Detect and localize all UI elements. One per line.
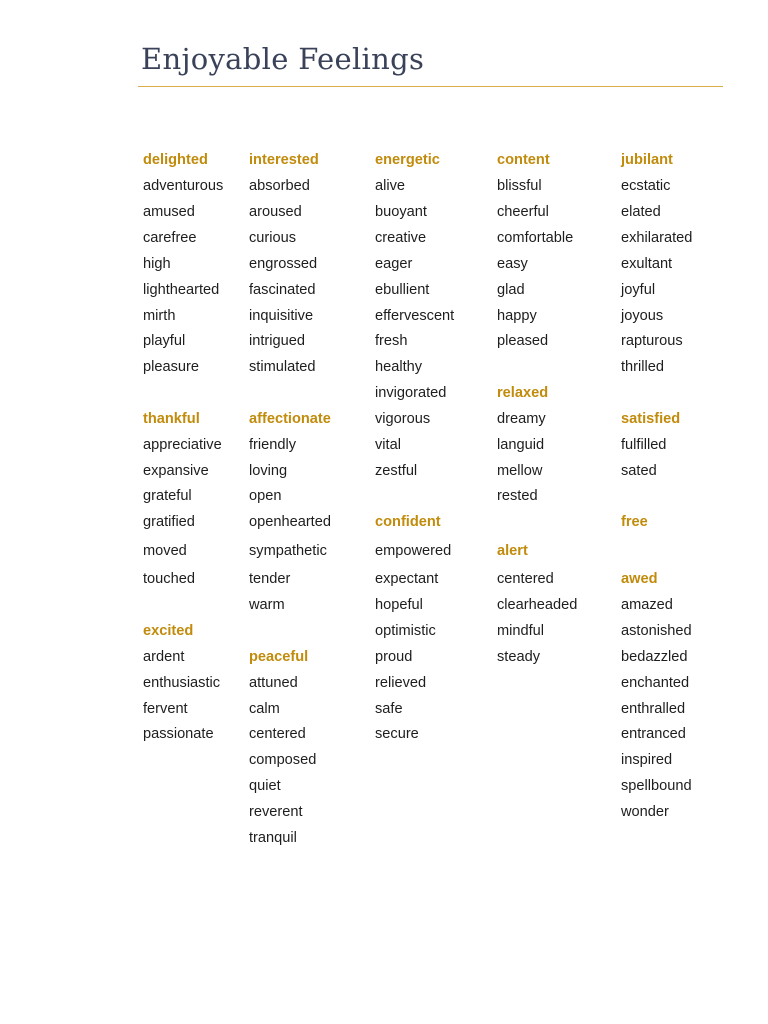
feeling-word: astonished [621,623,692,639]
feeling-word: appreciative [143,437,222,453]
feeling-word: exultant [621,256,673,272]
feeling-word: healthy [375,359,423,375]
feeling-word: rested [497,488,538,504]
feeling-word: optimistic [375,623,436,639]
feeling-word: ebullient [375,282,430,298]
feeling-word: enthralled [621,701,686,717]
category-heading: awed [621,571,658,587]
feeling-word: thrilled [621,359,664,375]
feeling-word: hopeful [375,597,423,613]
feeling-word: glad [497,282,525,298]
feeling-word: blissful [497,178,542,194]
feeling-word: stimulated [249,359,316,375]
feeling-word: inquisitive [249,308,314,324]
feeling-word: wonder [621,804,669,820]
feeling-word: languid [497,437,545,453]
feeling-word: buoyant [375,204,427,220]
feeling-word: vigorous [375,411,431,427]
feeling-word: friendly [249,437,297,453]
feeling-word: steady [497,649,540,665]
feeling-word: safe [375,701,403,717]
feeling-word: tender [249,571,291,587]
feeling-word: fresh [375,333,408,349]
feeling-word: invigorated [375,385,447,401]
feeling-word: spellbound [621,778,692,794]
feeling-word: curious [249,230,297,246]
category-heading: interested [249,152,319,168]
category-heading: content [497,152,550,168]
feeling-word: zestful [375,463,418,479]
feeling-word: tranquil [249,830,297,846]
feeling-word: dreamy [497,411,546,427]
feeling-word: calm [249,701,280,717]
category-heading: satisfied [621,411,681,427]
feeling-word: amused [143,204,195,220]
feeling-word: carefree [143,230,197,246]
feeling-word: alive [375,178,406,194]
title-divider [138,86,723,87]
feeling-word: empowered [375,543,452,559]
feeling-word: ecstatic [621,178,671,194]
feeling-word: pleased [497,333,549,349]
feeling-word: vital [375,437,401,453]
feeling-word: centered [497,571,554,587]
feeling-word: entranced [621,726,686,742]
feeling-word: high [143,256,171,272]
feeling-word: grateful [143,488,192,504]
feeling-word: mindful [497,623,545,639]
feeling-word: touched [143,571,195,587]
feeling-word: sympathetic [249,543,327,559]
feeling-word: attuned [249,675,298,691]
feeling-word: sated [621,463,657,479]
feeling-word: secure [375,726,419,742]
feeling-word: loving [249,463,288,479]
feeling-word: fervent [143,701,188,717]
feeling-word: pleasure [143,359,199,375]
category-heading: jubilant [621,152,673,168]
page-title: Enjoyable Feelings [141,42,425,76]
feeling-word: relieved [375,675,427,691]
category-heading: confident [375,514,441,530]
feeling-word: absorbed [249,178,310,194]
feeling-word: creative [375,230,427,246]
feeling-word: fascinated [249,282,316,298]
feeling-word: joyous [621,308,664,324]
feeling-word: mirth [143,308,176,324]
feeling-word: adventurous [143,178,224,194]
feeling-word: aroused [249,204,302,220]
category-heading: energetic [375,152,440,168]
feeling-word: expectant [375,571,439,587]
feeling-word: passionate [143,726,214,742]
category-heading: excited [143,623,194,639]
feeling-word: proud [375,649,413,665]
category-heading: delighted [143,152,208,168]
feeling-word: moved [143,543,187,559]
feeling-word: openhearted [249,514,331,530]
feeling-word: amazed [621,597,673,613]
feeling-word: warm [249,597,285,613]
feeling-word: cheerful [497,204,549,220]
category-heading: peaceful [249,649,309,665]
feeling-word: ardent [143,649,185,665]
feeling-word: gratified [143,514,195,530]
feeling-word: comfortable [497,230,574,246]
feeling-word: enthusiastic [143,675,221,691]
feeling-word: bedazzled [621,649,688,665]
feeling-word: lighthearted [143,282,220,298]
category-heading: relaxed [497,385,549,401]
feeling-word: eager [375,256,413,272]
feeling-word: clearheaded [497,597,578,613]
feeling-word: quiet [249,778,281,794]
feeling-word: fulfilled [621,437,667,453]
feeling-word: joyful [621,282,656,298]
feeling-word: enchanted [621,675,690,691]
category-heading: alert [497,543,528,559]
feeling-word: composed [249,752,317,768]
feeling-word: centered [249,726,306,742]
feeling-word: expansive [143,463,209,479]
category-heading: affectionate [249,411,331,427]
feeling-word: exhilarated [621,230,693,246]
feeling-word: engrossed [249,256,318,272]
category-heading: thankful [143,411,200,427]
feeling-word: intrigued [249,333,305,349]
feeling-word: easy [497,256,528,272]
feeling-word: open [249,488,282,504]
category-heading: free [621,514,648,530]
feeling-word: elated [621,204,661,220]
feeling-word: effervescent [375,308,455,324]
feeling-word: mellow [497,463,543,479]
feeling-word: reverent [249,804,303,820]
feeling-word: playful [143,333,186,349]
feeling-word: inspired [621,752,673,768]
feeling-word: happy [497,308,537,324]
feeling-word: rapturous [621,333,683,349]
